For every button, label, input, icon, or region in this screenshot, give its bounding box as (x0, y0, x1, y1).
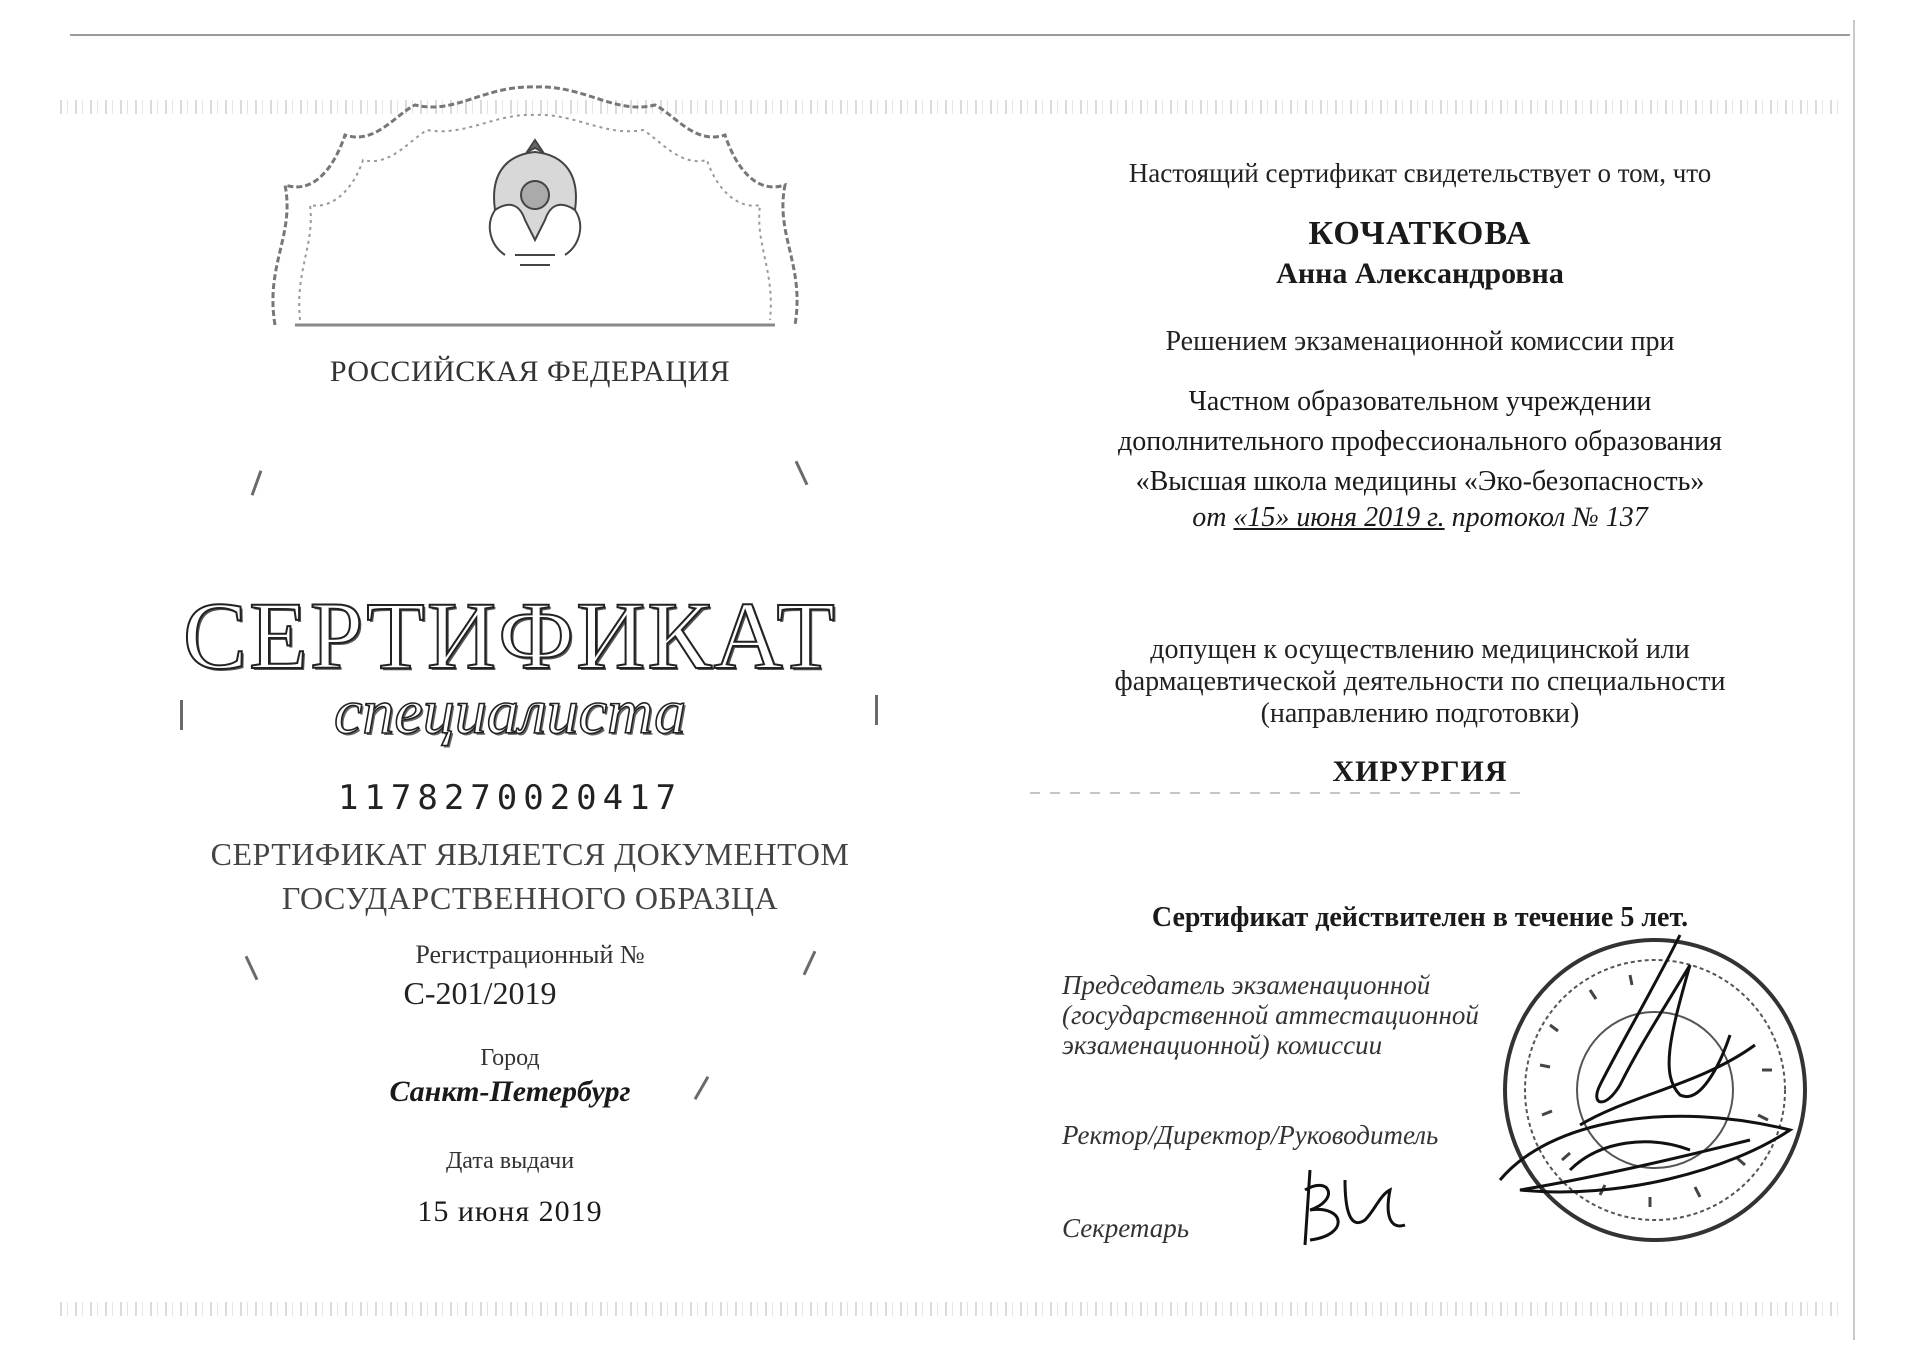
decor-mark (795, 461, 809, 486)
certificate-title: СЕРТИФИКАТ (183, 582, 837, 689)
coat-of-arms-icon (255, 75, 815, 365)
holder-surname: КОЧАТКОВА (1308, 215, 1532, 252)
protocol-number: протокол № 137 (1451, 502, 1648, 533)
protocol-date-prefix: от (1192, 502, 1227, 533)
state-doc-line-2: ГОСУДАРСТВЕННОГО ОБРАЗЦА (281, 880, 779, 916)
issue-date-value: 15 июня 2019 (417, 1195, 603, 1228)
admission-statement (1030, 634, 1810, 730)
specialty: ХИРУРГИЯ (1332, 755, 1508, 788)
state-document-note (170, 832, 890, 920)
holder-name: Анна Александровна (1276, 257, 1564, 290)
emblem-frame (255, 75, 815, 365)
rector-title: Ректор/Директор/Руководитель (1062, 1120, 1439, 1150)
chair-line-1: Председатель экзаменационной (1062, 970, 1431, 1000)
institution-line-3: «Высшая школа медицины «Эко-безопасность» (1135, 466, 1705, 497)
chair-title (1062, 970, 1532, 1060)
issue-date-label: Дата выдачи (445, 1148, 575, 1174)
protocol-line (1030, 502, 1810, 534)
decor-mark (251, 470, 263, 495)
admit-line-1: допущен к осуществлению медицинской или (1150, 634, 1690, 665)
certificate-subtitle: специалиста (333, 676, 687, 747)
decor-mark (875, 695, 878, 725)
chair-line-3: экзаменационной) комиссии (1062, 1030, 1383, 1060)
secretary-signature-icon (1290, 1160, 1410, 1255)
city-label: Город (480, 1045, 540, 1071)
secretary-title: Секретарь (1062, 1213, 1190, 1243)
decor-mark (180, 700, 183, 730)
bottom-guilloche-band (60, 1302, 1840, 1316)
admit-line-3: (направлению подготовки) (1260, 698, 1580, 729)
divider-dashes (1030, 792, 1530, 794)
decor-mark (803, 951, 817, 976)
certificate-number: 1178270020417 (337, 778, 683, 818)
chair-line-2: (государственной аттестационной (1062, 1000, 1479, 1030)
city-value: Санкт-Петербург (389, 1075, 631, 1108)
state-doc-line-1: СЕРТИФИКАТ ЯВЛЯЕТСЯ ДОКУМЕНТОМ (210, 836, 850, 872)
top-border-line (70, 34, 1850, 36)
protocol-date: «15» июня 2019 г. (1233, 502, 1445, 533)
right-border-line (1853, 20, 1855, 1340)
admit-line-2: фармацевтической деятельности по специальности (1114, 666, 1726, 697)
institution-name (1030, 382, 1810, 502)
validity-note: Сертификат действителен в течение 5 лет. (1151, 902, 1689, 933)
registration-number: С-201/2019 (403, 975, 557, 1011)
institution-line-1: Частном образовательном учреждении (1188, 386, 1652, 417)
country-name: РОССИЙСКАЯ ФЕДЕРАЦИЯ (329, 355, 731, 388)
intro-statement: Настоящий сертификат свидетельствует о том, что (1128, 158, 1712, 188)
registration-label: Регистрационный № (415, 940, 645, 969)
commission-decision: Решением экзаменационной комиссии при (1165, 326, 1675, 357)
rector-signature-icon (1490, 1080, 1810, 1220)
institution-line-2: дополнительного профессионального образования (1118, 426, 1722, 457)
decor-mark (245, 956, 259, 981)
